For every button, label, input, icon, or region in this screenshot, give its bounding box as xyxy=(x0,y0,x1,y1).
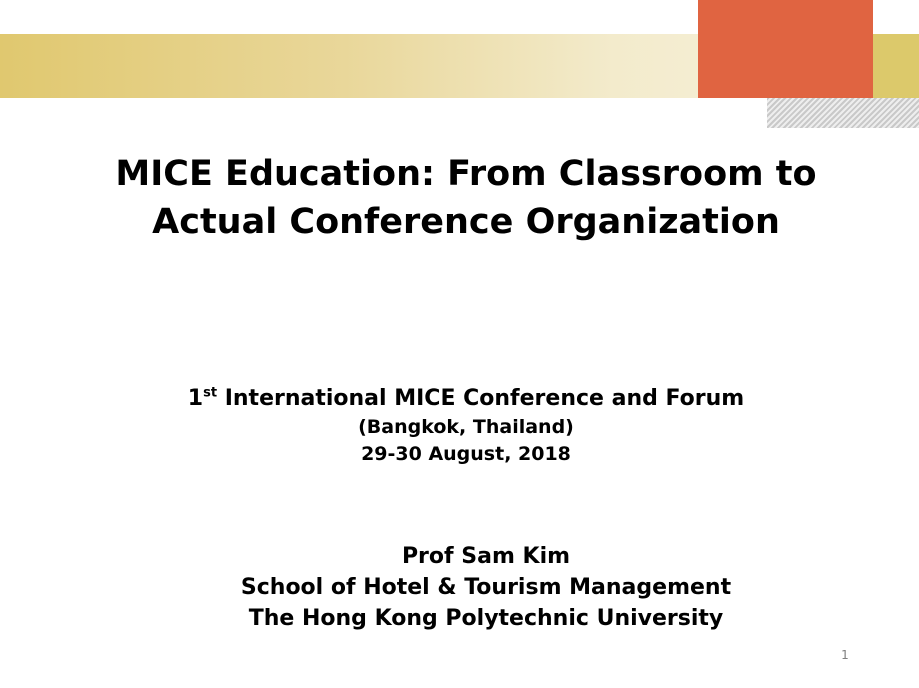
author-name: Prof Sam Kim xyxy=(401,544,571,569)
page-number: 1 xyxy=(841,648,849,662)
author-block xyxy=(60,541,912,634)
slide-title xyxy=(40,150,892,246)
conference-name-text: International MICE Conference and Forum xyxy=(217,386,745,411)
conference-name xyxy=(40,384,892,414)
red-accent-block xyxy=(698,0,873,98)
author-university: The Hong Kong Polytechnic University xyxy=(248,606,724,631)
author-school: School of Hotel & Tourism Management xyxy=(240,575,732,600)
conference-location: (Bangkok, Thailand) xyxy=(358,416,574,438)
conference-ordinal: 1 xyxy=(187,386,204,411)
conference-ordinal-suffix: st xyxy=(203,385,218,401)
hatched-accent-strip xyxy=(767,98,919,128)
gold-gradient-band xyxy=(0,34,767,98)
slide-title-line-1: MICE Education: From Classroom to xyxy=(115,154,817,194)
conference-dates: 29-30 August, 2018 xyxy=(361,443,571,465)
slide-title-line-2: Actual Conference Organization xyxy=(152,202,780,242)
conference-info xyxy=(40,384,892,468)
gold-band-right xyxy=(873,34,919,98)
